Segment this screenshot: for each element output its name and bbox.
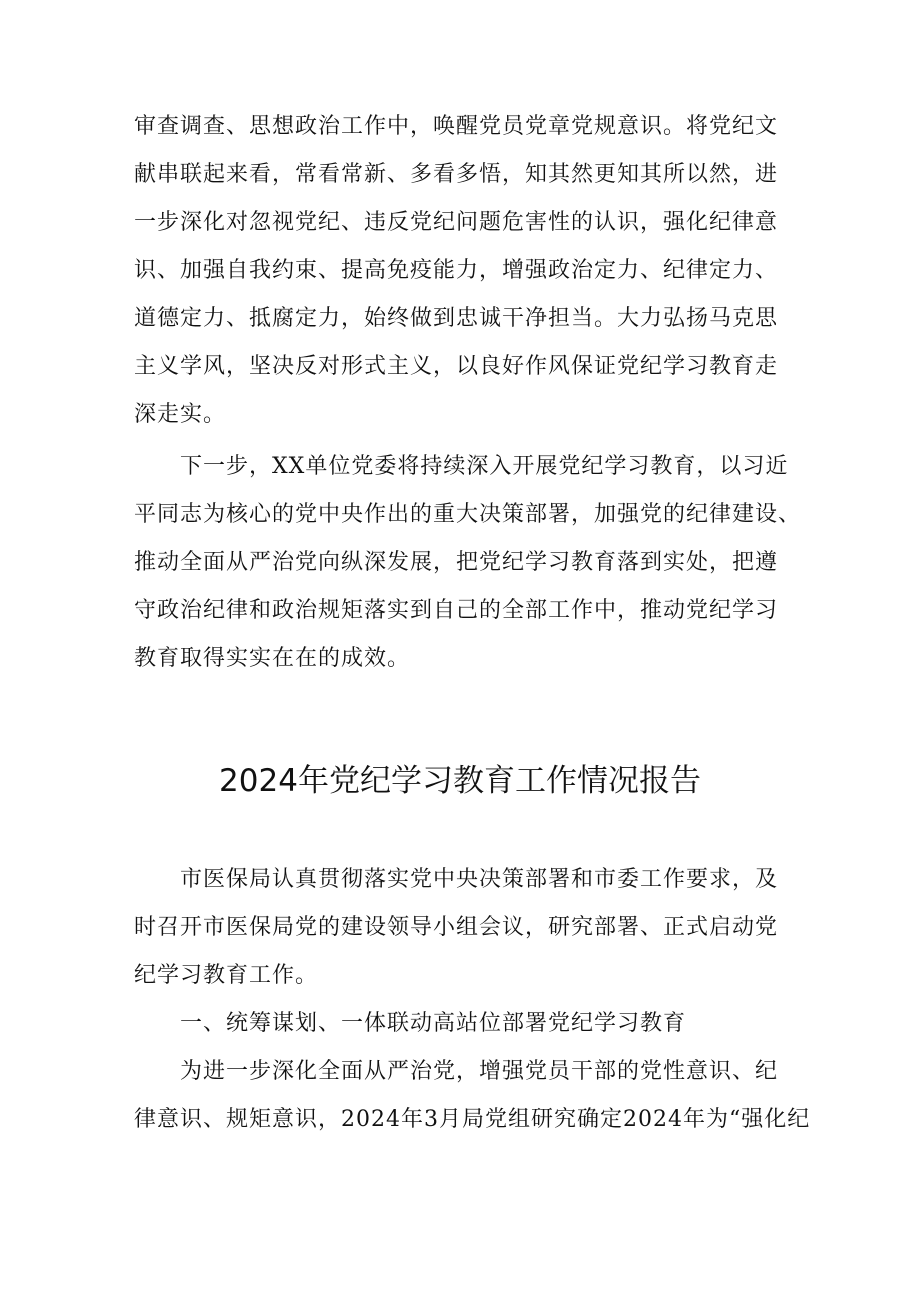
paragraph-line: 审查调查、思想政治工作中，唤醒党员党章党规意识。将党纪文 — [134, 114, 779, 139]
paragraph-line: 平同志为核心的党中央作出的重大决策部署，加强党的纪律建设、 — [134, 502, 802, 527]
paragraph-section-1 — [134, 1048, 811, 1144]
paragraph-next-step — [134, 443, 802, 683]
paragraph-line: 市医保局认真贯彻落实党中央决策部署和市委工作要求，及 — [180, 867, 779, 892]
paragraph-line: 教育取得实实在在的成效。 — [134, 646, 411, 671]
paragraph-line: 纪学习教育工作。 — [134, 963, 319, 988]
paragraph-line: 下一步，XX单位党委将持续深入开展党纪学习教育，以习近 — [180, 454, 789, 479]
paragraph-line: 推动全面从严治党向纵深发展，把党纪学习教育落到实处，把遵 — [134, 550, 779, 575]
section-heading — [134, 1000, 794, 1048]
paragraph-line: 为进一步深化全面从严治党，增强党员干部的党性意识、纪 — [180, 1059, 779, 1084]
paragraph-line: 主义学风，坚决反对形式主义，以良好作风保证党纪学习教育走 — [134, 354, 779, 379]
paragraph-line: 律意识、规矩意识，2024年3月局党组研究确定2024年为“强化纪 — [134, 1107, 811, 1132]
paragraph-line: 道德定力、抵腐定力，始终做到忠诚干净担当。大力弘扬马克思 — [134, 306, 779, 331]
paragraph-intro — [134, 856, 794, 1000]
paragraph-line: 识、加强自我约束、提高免疫能力，增强政治定力、纪律定力、 — [134, 258, 779, 283]
paragraph-line: 一步深化对忽视党纪、违反党纪问题危害性的认识，强化纪律意 — [134, 210, 779, 235]
paragraph-line: 献串联起来看，常看常新、多看多悟，知其然更知其所以然，进 — [134, 162, 779, 187]
paragraph-line: 时召开市医保局党的建设领导小组会议，研究部署、正式启动党 — [134, 915, 779, 940]
paragraph-line: 守政治纪律和政治规矩落实到自己的全部工作中，推动党纪学习 — [134, 598, 779, 623]
section-1-heading: 一、统筹谋划、一体联动高站位部署党纪学习教育 — [180, 1011, 687, 1036]
paragraph-line: 深走实。 — [134, 402, 227, 427]
paragraph-continued — [134, 103, 794, 439]
report-title: 2024年党纪学习教育工作情况报告 — [219, 763, 701, 799]
